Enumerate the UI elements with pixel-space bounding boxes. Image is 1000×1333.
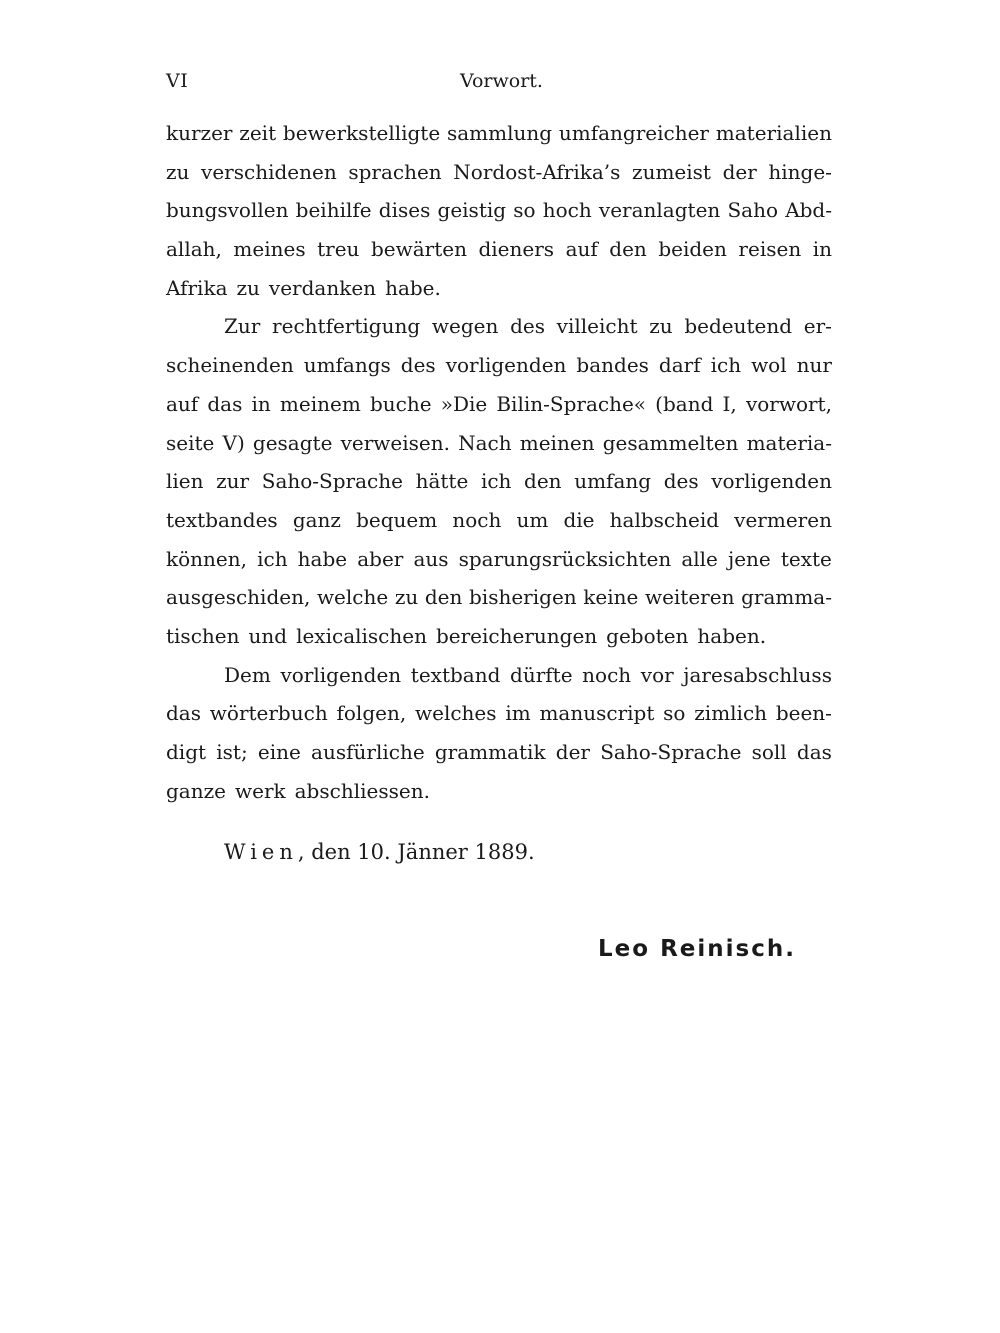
running-title: Vorwort. [460,70,543,92]
text-line: digt ist; eine ausfürliche grammatik der Saho-Sprache soll das [166,740,832,764]
text-line: lien zur Saho-Sprache hätte ich den umfang des vorligenden [166,469,832,494]
text-line: Dem vorligenden textband dürfte noch vor jaresabschluss [224,662,832,687]
text-line: zu verschidenen sprachen Nordost-Afrika’s zumeist der hinge- [166,159,832,184]
text-line: tischen und lexicalischen bereicherungen geboten haben. [166,623,767,648]
date-line [224,840,535,864]
text-line: Zur rechtfertigung wegen des villeicht zu bedeutend er- [224,314,832,339]
text-line: Afrika zu verdanken habe. [166,275,441,300]
page-header [166,70,832,100]
text-line: scheinenden umfangs des vorligenden bandes darf ich wol nur [166,353,832,378]
text-line: textbandes ganz bequem noch um die halbscheid vermeren [166,507,832,532]
text-line: können, ich habe aber aus sparungsrücksichten alle jene texte [166,546,832,571]
page-number: VI [166,70,189,92]
paragraph [166,307,832,655]
body-text [166,114,832,810]
text-line: ganze werk abschliessen. [166,778,430,803]
text-line: seite V) gesagte verweisen. Nach meinen gesammelten materia- [166,430,832,455]
text-line: das wörterbuch folgen, welches im manuscript so zimlich been- [166,701,832,726]
text-line: kurzer zeit bewerkstelligte sammlung umfangreicher materialien [166,121,832,145]
text-line: bungsvollen beihilfe dises geistig so hoch veranlagten Saho Abd- [166,198,832,223]
text-line: ausgeschiden, welche zu den bisherigen keine weiteren gramma- [166,585,832,610]
text-line: allah, meines treu bewärten dieners auf den beiden reisen in [166,237,832,262]
date-place: Wien [224,840,298,864]
date-text: , den 10. Jänner 1889. [297,840,535,864]
paragraph [166,656,832,811]
signature: Leo Reinisch. [598,936,796,962]
text-line: auf das in meinem buche »Die Bilin-Sprache« (band I, vorwort, [166,391,832,416]
paragraph [166,114,832,307]
